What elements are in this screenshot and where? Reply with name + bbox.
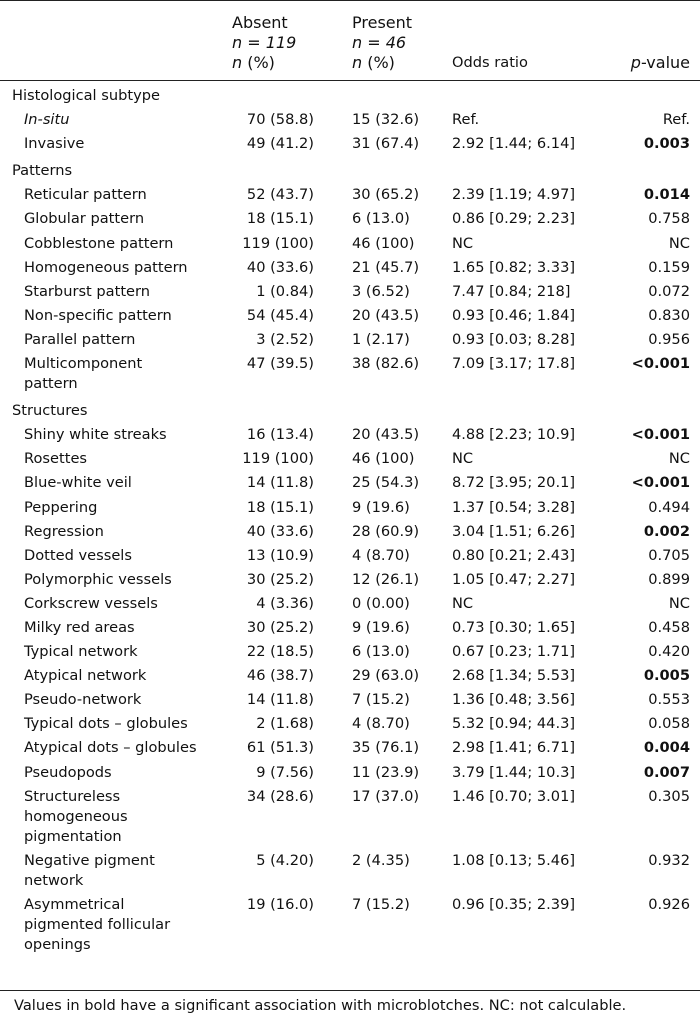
absent-value: 30 (25.2) [246, 570, 314, 588]
present-value: 6 (13.0) [352, 210, 410, 228]
odds-ratio-value: 2.98 [1.41; 6.71] [452, 739, 576, 757]
footnote: Values in bold have a significant association with microblotches. NC: not calculable. [0, 990, 700, 1014]
present-value: 31 (67.4) [352, 135, 420, 153]
table-row [0, 640, 700, 664]
absent-value: 54 (45.4) [246, 306, 314, 324]
p-value: 0.420 [648, 643, 690, 661]
header-absent: Absent n = 119 n (%) [220, 1, 340, 81]
row-label: Reticular pattern [24, 186, 147, 204]
odds-ratio-value: 0.93 [0.46; 1.84] [452, 306, 576, 324]
header-present-unit: n (%) [352, 53, 395, 72]
present-value: 29 (63.0) [352, 667, 420, 685]
p-value: NC [668, 450, 690, 468]
table-row [0, 304, 700, 328]
table-row [0, 712, 700, 736]
odds-ratio-value: 1.65 [0.82; 3.33] [452, 258, 576, 276]
header-present: Present n = 46 n (%) [340, 1, 438, 81]
row-label [0, 849, 220, 893]
row-label: Non-specific pattern [24, 306, 172, 324]
table-row [0, 849, 700, 893]
p-value: 0.932 [648, 851, 690, 869]
row-label: Cobblestone pattern [24, 234, 174, 252]
p-value: 0.926 [648, 895, 690, 913]
section-title: Patterns [12, 162, 73, 180]
table-row [0, 761, 700, 785]
odds-ratio-value: 0.73 [0.30; 1.65] [452, 618, 576, 636]
p-value: 0.494 [648, 498, 690, 516]
absent-value: 119 (100) [242, 234, 314, 252]
present-value: 21 (45.7) [352, 258, 420, 276]
row-label: Invasive [24, 135, 85, 153]
row-label: Corkscrew vessels [24, 594, 158, 612]
absent-value: 19 (16.0) [246, 895, 314, 913]
p-value: 0.072 [648, 282, 690, 300]
odds-ratio-value: 1.46 [0.70; 3.01] [452, 787, 576, 805]
odds-ratio-value: 3.79 [1.44; 10.3] [452, 763, 576, 781]
present-value: 9 (19.6) [352, 498, 410, 516]
table-row [0, 520, 700, 544]
table-row [0, 207, 700, 231]
table-body [0, 81, 700, 957]
p-value: 0.956 [648, 330, 690, 348]
absent-value: 61 (51.3) [246, 739, 314, 757]
section-row [0, 81, 700, 109]
header-odds-ratio: Odds ratio [438, 1, 610, 81]
table-row [0, 471, 700, 495]
header-blank [0, 1, 220, 81]
row-label [0, 352, 220, 396]
present-value: 3 (6.52) [352, 282, 410, 300]
absent-value: 46 (38.7) [246, 667, 314, 685]
present-value: 30 (65.2) [352, 186, 420, 204]
row-label: Peppering [24, 498, 98, 516]
p-value: 0.305 [648, 787, 690, 805]
p-value: NC [668, 594, 690, 612]
table-row [0, 256, 700, 280]
odds-ratio-value: 7.47 [0.84; 218] [452, 282, 571, 300]
row-label: Typical dots – globules [24, 715, 188, 733]
table-header [0, 1, 700, 81]
absent-value: 40 (33.6) [246, 258, 314, 276]
section-title: Histological subtype [12, 87, 160, 104]
absent-value: 14 (11.8) [246, 474, 314, 492]
row-label: Pseudo-network [24, 691, 142, 709]
absent-value: 4 (3.36) [256, 594, 314, 612]
odds-ratio-value: 2.68 [1.34; 5.53] [452, 667, 576, 685]
odds-ratio-value: 0.80 [0.21; 2.43] [452, 546, 576, 564]
row-label [0, 893, 220, 957]
present-value: 28 (60.9) [352, 522, 420, 540]
table-row [0, 423, 700, 447]
p-value: 0.014 [643, 186, 690, 204]
header-p-value: p-value [610, 1, 700, 81]
row-label-text: Structureless homogeneous pigmentation [24, 787, 128, 845]
absent-value: 1 (0.84) [256, 282, 314, 300]
absent-value: 52 (43.7) [246, 186, 314, 204]
section-title: Structures [12, 402, 88, 420]
absent-value: 13 (10.9) [246, 546, 314, 564]
odds-ratio-value: NC [452, 594, 474, 612]
p-value: <0.001 [631, 355, 690, 373]
row-label: Starburst pattern [24, 282, 151, 300]
odds-ratio-value: NC [452, 450, 474, 468]
absent-value: 119 (100) [242, 450, 314, 468]
table-row [0, 352, 700, 396]
section-row [0, 396, 700, 423]
row-label-text: Multicomponent pattern [24, 355, 143, 393]
present-value: 38 (82.6) [352, 355, 420, 373]
table-row [0, 132, 700, 156]
present-value: 2 (4.35) [352, 851, 410, 869]
present-value: 9 (19.6) [352, 618, 410, 636]
p-value: 0.004 [643, 739, 690, 757]
table-row [0, 592, 700, 616]
row-label: Rosettes [24, 450, 88, 468]
present-value: 17 (37.0) [352, 787, 420, 805]
present-value: 35 (76.1) [352, 739, 420, 757]
header-absent-unit: n (%) [232, 53, 275, 72]
table-row [0, 280, 700, 304]
table-row [0, 664, 700, 688]
present-value: 12 (26.1) [352, 570, 420, 588]
row-label-text: Asymmetrical pigmented follicular openings [24, 895, 171, 953]
p-value: 0.002 [643, 522, 690, 540]
p-value: 0.058 [648, 715, 690, 733]
odds-ratio-value: 1.36 [0.48; 3.56] [452, 691, 576, 709]
p-value: NC [668, 234, 690, 252]
table-row [0, 108, 700, 132]
absent-value: 47 (39.5) [246, 355, 314, 373]
table-row [0, 616, 700, 640]
p-value: Ref. [662, 111, 690, 129]
odds-ratio-value: 1.05 [0.47; 2.27] [452, 570, 576, 588]
odds-ratio-value: 3.04 [1.51; 6.26] [452, 522, 576, 540]
section-row [0, 156, 700, 183]
absent-value: 16 (13.4) [246, 426, 314, 444]
row-label: Globular pattern [24, 210, 145, 228]
row-label: Parallel pattern [24, 330, 136, 348]
odds-ratio-value: 1.37 [0.54; 3.28] [452, 498, 576, 516]
table-row [0, 447, 700, 471]
present-value: 4 (8.70) [352, 546, 410, 564]
absent-value: 14 (11.8) [246, 691, 314, 709]
present-value: 15 (32.6) [352, 111, 420, 129]
present-value: 46 (100) [352, 234, 415, 252]
present-value: 6 (13.0) [352, 643, 410, 661]
odds-ratio-value: 0.96 [0.35; 2.39] [452, 895, 576, 913]
p-value: 0.159 [648, 258, 690, 276]
absent-value: 22 (18.5) [246, 643, 314, 661]
absent-value: 18 (15.1) [246, 210, 314, 228]
p-value: 0.003 [643, 135, 690, 153]
present-value: 7 (15.2) [352, 691, 410, 709]
present-value: 0 (0.00) [352, 594, 410, 612]
present-value: 1 (2.17) [352, 330, 410, 348]
row-label-text: Negative pigment network [24, 851, 155, 889]
p-value: 0.553 [648, 691, 690, 709]
row-label: Dotted vessels [24, 546, 132, 564]
present-value: 20 (43.5) [352, 306, 420, 324]
odds-ratio-value: 1.08 [0.13; 5.46] [452, 851, 576, 869]
p-value: <0.001 [631, 474, 690, 492]
table-row [0, 785, 700, 849]
row-label: Milky red areas [24, 618, 135, 636]
row-label: Typical network [24, 643, 138, 661]
table-row [0, 893, 700, 957]
p-value: 0.758 [648, 210, 690, 228]
absent-value: 49 (41.2) [246, 135, 314, 153]
absent-value: 18 (15.1) [246, 498, 314, 516]
table-row [0, 688, 700, 712]
odds-ratio-value: 7.09 [3.17; 17.8] [452, 355, 576, 373]
absent-value: 5 (4.20) [256, 851, 314, 869]
table-row [0, 183, 700, 207]
p-value: 0.705 [648, 546, 690, 564]
p-value: 0.007 [643, 763, 690, 781]
odds-ratio-value: 4.88 [2.23; 10.9] [452, 426, 576, 444]
p-value: 0.830 [648, 306, 690, 324]
present-value: 46 (100) [352, 450, 415, 468]
absent-value: 34 (28.6) [246, 787, 314, 805]
odds-ratio-value: Ref. [452, 111, 480, 129]
row-label: Blue-white veil [24, 474, 132, 492]
odds-ratio-value: 2.92 [1.44; 6.14] [452, 135, 576, 153]
absent-value: 3 (2.52) [256, 330, 314, 348]
row-label: Polymorphic vessels [24, 570, 172, 588]
table-row [0, 736, 700, 760]
row-label: Atypical dots – globules [24, 739, 197, 757]
absent-value: 40 (33.6) [246, 522, 314, 540]
table-row [0, 568, 700, 592]
odds-ratio-value: NC [452, 234, 474, 252]
p-value: 0.899 [648, 570, 690, 588]
table-row [0, 232, 700, 256]
row-label [0, 785, 220, 849]
row-label: Homogeneous pattern [24, 258, 188, 276]
absent-value: 70 (58.8) [246, 111, 314, 129]
absent-value: 9 (7.56) [256, 763, 314, 781]
present-value: 11 (23.9) [352, 763, 420, 781]
p-value: 0.005 [643, 667, 690, 685]
present-value: 20 (43.5) [352, 426, 420, 444]
odds-ratio-value: 0.67 [0.23; 1.71] [452, 643, 576, 661]
odds-ratio-value: 2.39 [1.19; 4.97] [452, 186, 576, 204]
present-value: 7 (15.2) [352, 895, 410, 913]
present-value: 25 (54.3) [352, 474, 420, 492]
odds-ratio-value: 0.86 [0.29; 2.23] [452, 210, 576, 228]
odds-ratio-value: 5.32 [0.94; 44.3] [452, 715, 576, 733]
odds-ratio-value: 8.72 [3.95; 20.1] [452, 474, 576, 492]
row-label: Shiny white streaks [24, 426, 167, 444]
absent-value: 2 (1.68) [256, 715, 314, 733]
table-row [0, 328, 700, 352]
table-row [0, 496, 700, 520]
row-label: Pseudopods [24, 763, 112, 781]
p-value: <0.001 [631, 426, 690, 444]
row-label: In-situ [24, 111, 70, 129]
present-value: 4 (8.70) [352, 715, 410, 733]
table-row [0, 544, 700, 568]
row-label: Atypical network [24, 667, 147, 685]
p-value: 0.458 [648, 618, 690, 636]
odds-ratio-value: 0.93 [0.03; 8.28] [452, 330, 576, 348]
absent-value: 30 (25.2) [246, 618, 314, 636]
row-label: Regression [24, 522, 104, 540]
